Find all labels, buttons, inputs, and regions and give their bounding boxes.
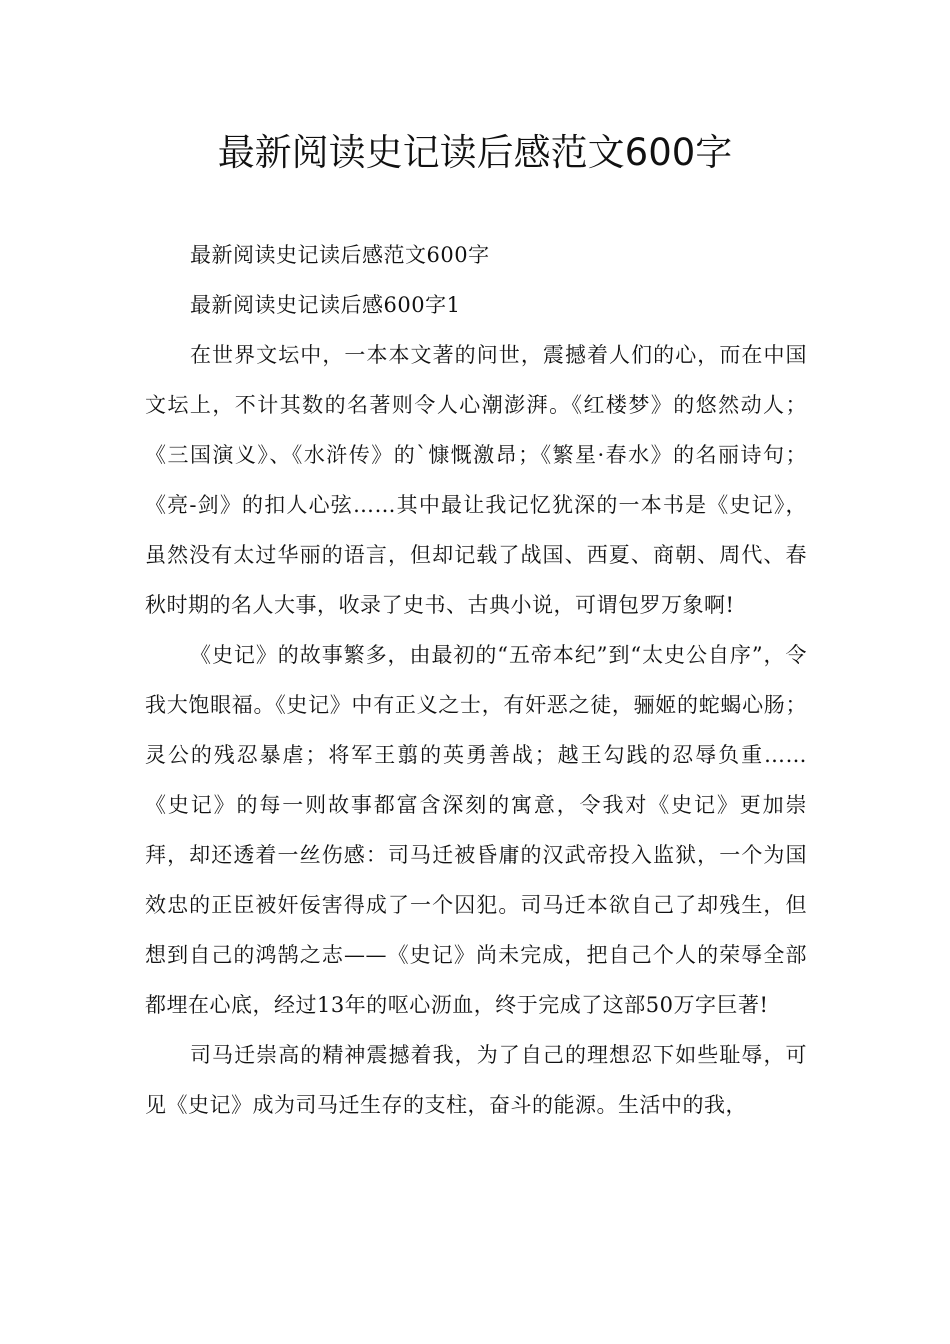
document-title: 最新阅读史记读后感范文600字 bbox=[217, 131, 733, 174]
paragraph-subtitle: 最新阅读史记读后感范文600字 bbox=[190, 243, 490, 267]
paragraph-intro: 在世界文坛中，一本本文著的问世，震撼着人们的心，而在中国文坛上，不计其数的名著则令人心潮澎湃。《红楼梦》的悠然动人；《三国演义》、《水浒传》的`慷慨激昂；《繁星·春水》的名丽诗句；《亮-剑》的扣人心弦……其中最让我记忆犹深的一本书是《史记》，虽然没有太过华丽的语言，但却记载了战国、西夏、商朝、周代、春秋时期的名人大事，收录了史书、古典小说，可谓包罗万象啊! bbox=[145, 343, 807, 617]
paragraph-reflection: 司马迁崇高的精神震撼着我，为了自己的理想忍下如些耻辱，可见《史记》成为司马迁生存的支柱，奋斗的能源。生活中的我， bbox=[145, 1043, 807, 1117]
paragraph-section-heading: 最新阅读史记读后感600字1 bbox=[190, 293, 461, 317]
paragraph-stories: 《史记》的故事繁多，由最初的“五帝本纪”到“太史公自序”，令我大饱眼福。《史记》中有正义之士，有奸恶之徒，骊姬的蛇蝎心肠；灵公的残忍暴虐；将军王翦的英勇善战；越王勾践的忍辱负重……《史记》的每一则故事都富含深刻的寓意，令我对《史记》更加崇拜，却还透着一丝伤感：司马迁被昏庸的汉武帝投入监狱，一个为国效忠的正臣被奸佞害得成了一个囚犯。司马迁本欲自己了却残生，但想到自己的鸿鹄之志——《史记》尚未完成，把自己个人的荣辱全部都埋在心底，经过13年的呕心沥血，终于完成了这部50万字巨著! bbox=[145, 643, 807, 1017]
document-body bbox=[145, 230, 807, 1130]
